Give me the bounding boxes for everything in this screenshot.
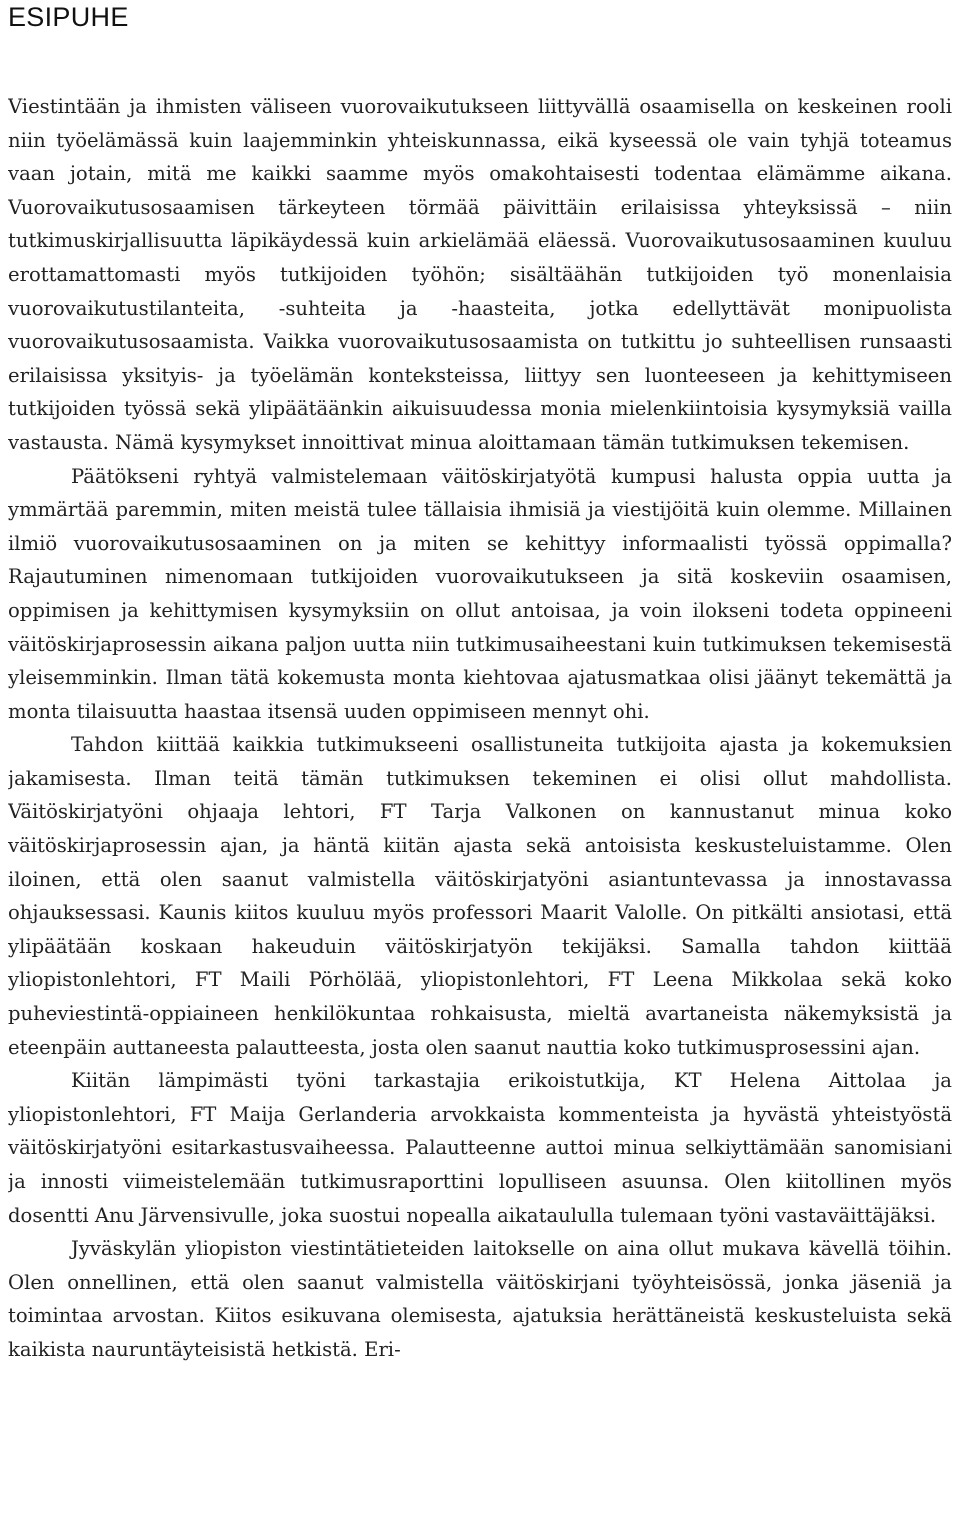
page-title: ESIPUHE — [8, 2, 129, 32]
document-page — [8, 0, 952, 1525]
paragraph-3: Tahdon kiittää kaikkia tutkimukseeni osallistuneita tutkijoita ajasta ja kokemuksien jakamisesta. Ilman teitä tämän tutkimuksen tekeminen ei olisi ollut mahdollista. Väitöskirjatyöni ohjaaja lehtori, FT Tarja Valkonen on kannustanut minua koko väitöskirjaprosessin ajan, ja häntä kiitän ajasta sekä antoisista keskusteluistamme. Olen iloinen, että olen saanut valmistella väitöskirjatyöni asiantuntevassa ja innostavassa ohjauksessasi. Kaunis kiitos kuuluu myös professori Maarit Valolle. On pitkälti ansiotasi, että ylipäätään koskaan hakeuduin väitöskirjatyön tekijäksi. Samalla tahdon kiittää yliopistonlehtori, FT Maili Pörhölää, yliopistonlehtori, FT Leena Mikkolaa sekä koko puheviestintä-oppiaineen henkilökuntaa rohkaisusta, mieltä avartaneista näkemyksistä ja eteenpäin auttaneesta palautteesta, josta olen saanut nauttia koko tutkimusprosessini ajan. — [8, 733, 952, 1059]
preface-body — [8, 90, 952, 1367]
paragraph-5: Jyväskylän yliopiston viestintätieteiden laitokselle on aina ollut mukava kävellä töihin. Olen onnellinen, että olen saanut valmistella väitöskirjani työyhteisössä, jonka jäseniä ja toimintaa arvostan. Kiitos esikuvana olemisesta, ajatuksia herättäneistä keskusteluista sekä kaikista nauruntäyteisistä hetkistä. Eri- — [8, 1237, 952, 1361]
paragraph-2: Päätökseni ryhtyä valmistelemaan väitöskirjatyötä kumpusi halusta oppia uutta ja ymmärtää paremmin, miten meistä tulee tällaisia ihmisiä ja viestijöitä kuin olemme. Millainen ilmiö vuorovaikutusosaaminen on ja miten se kehittyy informaalisti työssä oppimalla? Rajautuminen nimenomaan tutkijoiden vuorovaikutukseen ja sitä koskeviin osaamisen, oppimisen ja kehittymisen kysymyksiin on ollut antoisaa, ja voin ilokseni todeta oppineeni väitöskirjaprosessin aikana paljon uutta niin tutkimusaiheestani kuin tutkimuksen tekemisestä yleisemminkin. Ilman tätä kokemusta monta kiehtovaa ajatusmatkaa olisi jäänyt tekemättä ja monta tilaisuutta haastaa itsensä uuden oppimiseen mennyt ohi. — [8, 464, 952, 723]
paragraph-1: Viestintään ja ihmisten väliseen vuorovaikutukseen liittyvällä osaamisella on keskeinen rooli niin työelämässä kuin laajemminkin yhteiskunnassa, eikä kyseessä ole vain tyhjä toteamus vaan jotain, mitä me kaikki saamme myös omakohtaisesti todentaa elämämme aikana. Vuorovaikutusosaamisen tärkeyteen törmää päivittäin erilaisissa yhteyksissä – niin tutkimuskirjallisuutta läpikäydessä kuin arkielämää eläessä. Vuorovaikutusosaaminen kuuluu erottamattomasti myös tutkijoiden työhön; sisältäähän tutkijoiden työ monenlaisia vuorovaikutustilanteita, -suhteita ja -haasteita, jotka edellyttävät monipuolista vuorovaikutusosaamista. Vaikka vuorovaikutusosaamista on tutkittu jo suhteellisen runsaasti erilaisissa yksityis- ja työelämän konteksteissa, liittyy sen luonteeseen ja kehittymiseen tutkijoiden työssä sekä ylipäätäänkin aikuisuudessa monia mielenkiintoisia kysymyksiä vailla vastausta. Nämä kysymykset innoittivat minua aloittamaan tämän tutkimuksen tekemisen. — [8, 95, 952, 454]
paragraph-4: Kiitän lämpimästi työni tarkastajia erikoistutkija, KT Helena Aittolaa ja yliopistonlehtori, FT Maija Gerlanderia arvokkaista kommenteista ja hyvästä yhteistyöstä väitöskirjatyöni esitarkastusvaiheessa. Palautteenne auttoi minua selkiyttämään sanomisiani ja innosti viimeistelemään tutkimusraporttini lopulliseen asuunsa. Olen kiitollinen myös dosentti Anu Järvensivulle, joka suostui nopealla aikataululla tulemaan työni vastaväittäjäksi. — [8, 1069, 952, 1227]
